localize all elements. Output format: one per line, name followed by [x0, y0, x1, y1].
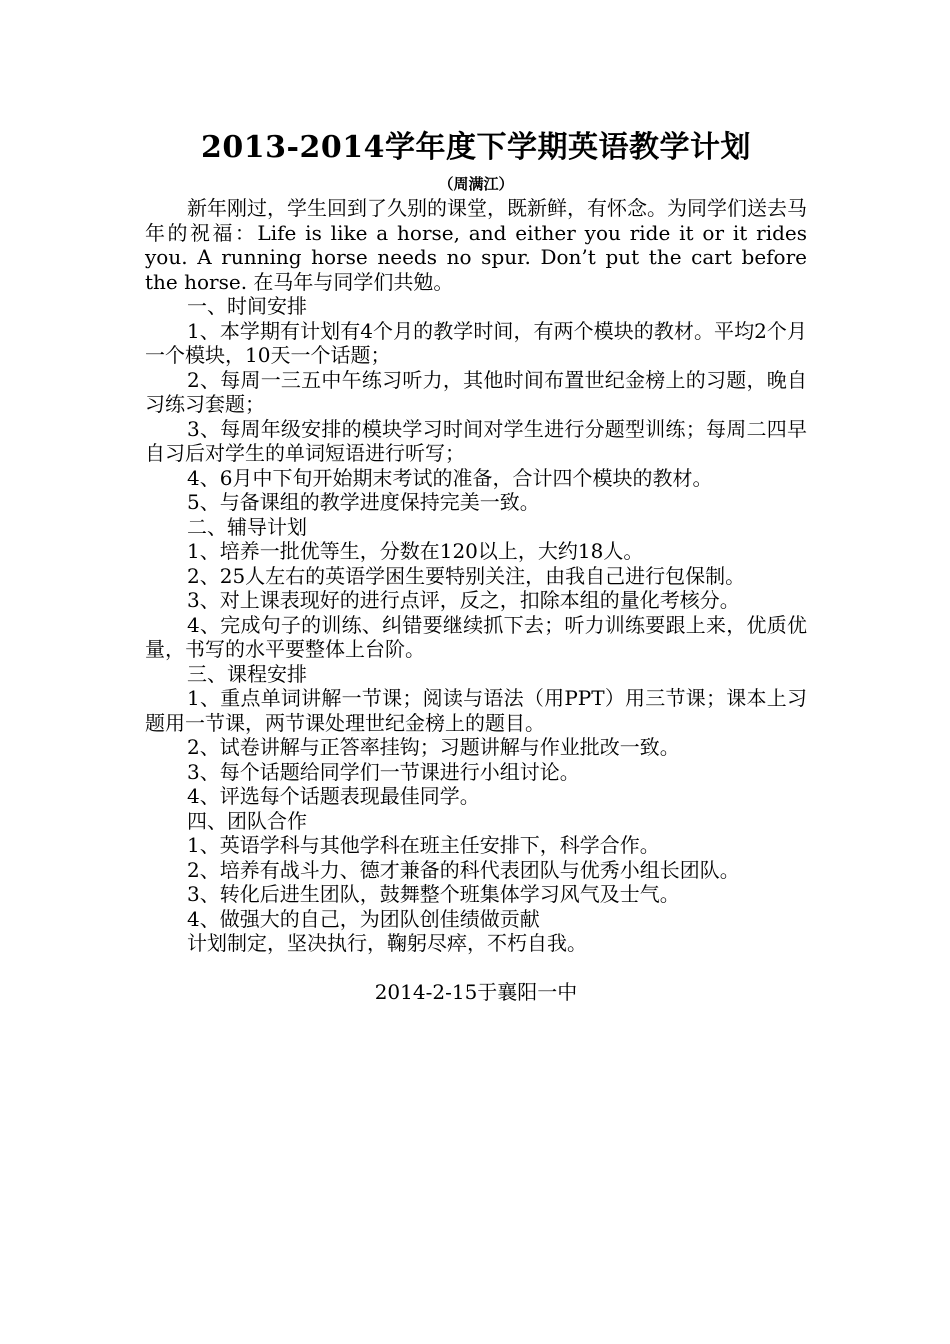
- paragraph: 1、重点单词讲解一节课；阅读与语法（用PPT）用三节课；课本上习题用一节课，两节课处理世纪金榜上的题目。: [145, 686, 807, 735]
- paragraph: 1、培养一批优等生，分数在120以上，大约18人。: [187, 539, 644, 563]
- paragraph: 3、转化后进生团队，鼓舞整个班集体学习风气及士气。: [187, 882, 680, 906]
- paragraph: 2、25人左右的英语学困生要特别关注，由我自己进行包保制。: [187, 563, 746, 588]
- section-heading-schedule: 一、时间安排: [187, 294, 307, 318]
- paragraph: 2、试卷讲解与正答率挂钩；习题讲解与作业批改一致。: [187, 735, 680, 759]
- closing-paragraph: 计划制定，坚决执行，鞠躬尽瘁，不朽自我。: [187, 931, 587, 955]
- paragraph: 2、每周一三五中午练习听力，其他时间布置世纪金榜上的习题，晚自习练习套题；: [145, 367, 807, 416]
- document-signature: 2014-2-15于襄阳一中: [374, 980, 578, 1004]
- paragraph: 4、评选每个话题表现最佳同学。: [187, 784, 480, 808]
- paragraph: 2、培养有战斗力、德才兼备的科代表团队与优秀小组长团队。: [187, 857, 740, 882]
- paragraph: 3、每周年级安排的模块学习时间对学生进行分题型训练；每周二四早自习后对学生的单词短语进行听写；: [145, 416, 807, 465]
- paragraph: 4、完成句子的训练、纠错要继续抓下去；听力训练要跟上来，优质优量，书写的水平要整体上台阶。: [145, 612, 807, 661]
- section-heading-tutoring: 二、辅导计划: [187, 514, 307, 539]
- intro-paragraph: 新年刚过，学生回到了久别的课堂，既新鲜，有怀念。为同学们送去马年的祝福：Life is like a horse, and either you ride it or it rides you. A running horse needs no spur. Don’t put the cart before the horse. 在马年与同学们共勉。: [145, 196, 807, 294]
- paragraph: 1、英语学科与其他学科在班主任安排下，科学合作。: [187, 833, 660, 857]
- document-title: 2013-2014学年度下学期英语教学计划: [201, 130, 751, 165]
- spacer: [145, 956, 807, 981]
- document-author: （周满江）: [438, 175, 514, 193]
- section-heading-courses: 三、课程安排: [187, 661, 307, 686]
- paragraph: 1、本学期有计划有4个月的教学时间，有两个模块的教材。平均2个月一个模块，10天一个话题；: [145, 318, 807, 367]
- paragraph: 3、每个话题给同学们一节课进行小组讨论。: [187, 759, 580, 784]
- paragraph: 4、做强大的自己，为团队创佳绩做贡献: [187, 906, 540, 931]
- paragraph: 3、对上课表现好的进行点评，反之，扣除本组的量化考核分。: [187, 588, 740, 612]
- section-heading-teamwork: 四、团队合作: [187, 808, 307, 833]
- document-page: [145, 126, 807, 1005]
- document-body: [145, 196, 807, 1005]
- paragraph: 4、6月中下旬开始期末考试的准备，合计四个模块的教材。: [187, 465, 713, 490]
- paragraph: 5、与备课组的教学进度保持完美一致。: [187, 490, 540, 514]
